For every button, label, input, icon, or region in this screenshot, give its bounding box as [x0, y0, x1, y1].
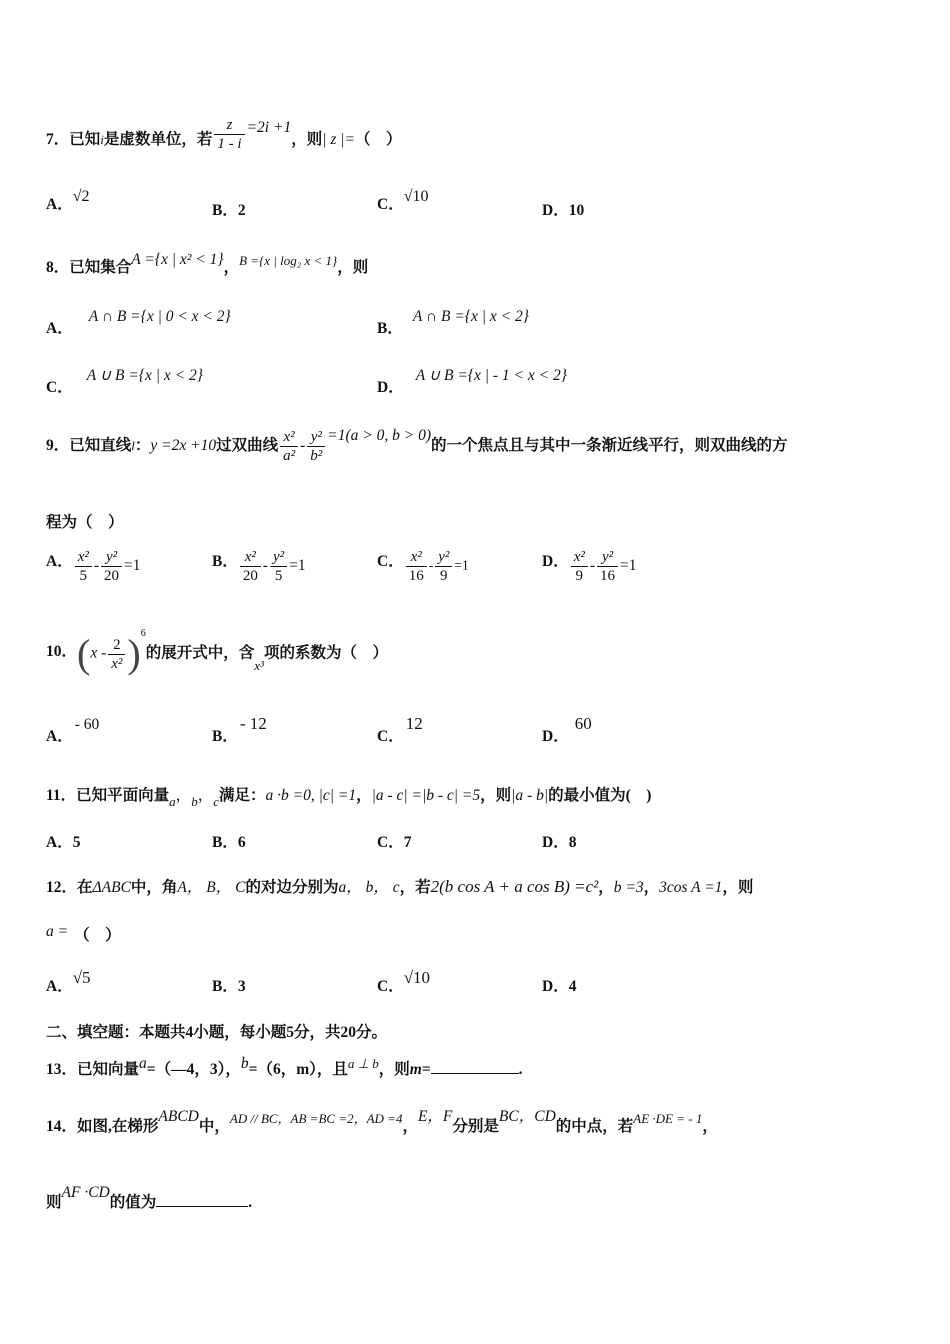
question-text: 中，角	[130, 879, 178, 896]
option-label: A．	[46, 196, 73, 213]
question-text: 的值为	[109, 1194, 157, 1211]
option-c	[377, 712, 423, 745]
question-text: =（6，m），且	[248, 1061, 348, 1078]
fraction	[307, 428, 325, 465]
math-expr: =1	[620, 557, 637, 575]
question-text: 满足：	[218, 787, 266, 804]
question-text: 项的系数为（ ）	[263, 644, 388, 662]
question-number: 14．	[46, 1118, 78, 1135]
vector-a: a	[139, 1055, 147, 1072]
fraction	[75, 548, 92, 585]
option-value: 8	[568, 834, 577, 851]
option-label: C．	[377, 728, 404, 745]
option-value: 6	[237, 834, 246, 851]
option-d: D． $\frac{\text{x²}}{9}$ - $\frac{\text{y²}}{16}$ =1	[542, 549, 637, 584]
math-expr: =1	[289, 557, 306, 575]
option-b	[212, 830, 246, 852]
question-text: 过双曲线	[216, 437, 279, 455]
fraction	[280, 428, 298, 465]
set-b: B ={x | log₂ x < 1}	[239, 253, 338, 268]
fraction-denominator: 16	[408, 568, 424, 584]
question-text: ，若	[399, 879, 431, 896]
option-label: B．	[212, 978, 238, 995]
option-value: 4	[568, 978, 577, 995]
option-label: D．	[542, 553, 569, 571]
fraction-denominator: 20	[242, 568, 258, 584]
option-label: A．	[46, 978, 73, 995]
option-value: A ∩ B ={x | 0 < x < 2}	[88, 308, 231, 325]
option-label: D．	[542, 978, 569, 995]
option-c	[377, 966, 431, 995]
option-c	[377, 830, 411, 852]
option-b	[377, 304, 529, 337]
math-var: i	[100, 132, 104, 148]
option-value: √2	[72, 188, 90, 205]
question-12: 12．在ΔABC中，角A， B， C的对边分别为a， b， c，若2(b cos A + a cos B) =c²，b =3，3cos A =1，则	[46, 877, 754, 896]
question-text: 的对边分别为	[245, 879, 339, 896]
question-8	[46, 251, 910, 277]
option-label: C．	[377, 552, 404, 570]
option-a	[46, 188, 90, 214]
sides: a， b， c	[338, 879, 400, 896]
option-value: A ∪ B ={x | - 1 < x < 2}	[415, 367, 567, 384]
answer-paren: （ ）	[354, 131, 402, 149]
question-text: 程为（ ）	[46, 514, 124, 531]
fraction-numerator: z	[214, 116, 244, 135]
option-label: A．	[46, 728, 73, 745]
option-label: B．	[377, 320, 403, 337]
option-d	[542, 712, 592, 745]
question-text: 如图,在梯形	[77, 1118, 159, 1135]
fraction	[108, 636, 125, 673]
math-expr: b =3	[613, 879, 644, 896]
fraction-denominator: 16	[600, 568, 616, 584]
option-value: A ∪ B ={x | x < 2}	[86, 367, 203, 384]
option-label: D．	[542, 728, 569, 745]
question-text: 的中点，若	[555, 1118, 634, 1135]
vector-c: c	[213, 794, 219, 809]
option-value: A ∩ B ={x | x < 2}	[412, 308, 529, 325]
question-number: 11．	[46, 787, 77, 804]
fraction	[406, 548, 427, 585]
minus-sign: -	[300, 437, 306, 455]
option-a	[46, 830, 80, 852]
fraction-denominator: 9	[575, 568, 584, 584]
fraction-numerator: y²	[101, 548, 122, 567]
fraction	[597, 548, 618, 585]
question-text: 已知集合	[69, 259, 132, 276]
question-text: ，则	[722, 879, 754, 896]
option-label: D．	[377, 379, 404, 396]
question-12-cont	[46, 923, 910, 945]
option-label: B．	[212, 834, 238, 851]
question-text: 在	[77, 879, 93, 896]
fraction-numerator: x²	[571, 548, 588, 567]
fraction-numerator: 2	[108, 636, 125, 655]
fraction-denominator: 9	[440, 568, 448, 584]
question-text: 已知直线	[69, 437, 132, 455]
trapezoid: ABCD	[158, 1108, 199, 1125]
vector-b: b	[240, 1055, 249, 1072]
fraction-denominator: a²	[283, 448, 296, 464]
separator: ，	[702, 1118, 718, 1135]
fraction-numerator: x²	[406, 548, 427, 567]
math-expr: a ·b =0, |c| =1	[265, 787, 357, 804]
math-expr: | z |=	[322, 131, 355, 149]
option-value: 3	[237, 978, 246, 995]
math-expr: a =	[46, 923, 69, 940]
math-expr: a ⊥ b	[347, 1056, 379, 1071]
question-11: 11．已知平面向量$_a$，$_b$，$_c$满足：a ·b =0, |c| =1，|a - c| =|b - c| =5，则|a - b|的最小值为( )	[46, 787, 652, 809]
vector-b: b	[191, 794, 198, 809]
question-text: ，则	[480, 787, 512, 804]
math-expr: =2i +1	[246, 119, 292, 137]
option-label: C．	[377, 978, 404, 995]
fraction-denominator: 20	[104, 568, 120, 584]
fraction-denominator: x²	[111, 655, 123, 672]
math-expr: =1	[124, 557, 141, 575]
fraction-numerator: y²	[270, 548, 287, 567]
math-term: x³	[254, 657, 264, 673]
option-value: 5	[72, 834, 81, 851]
option-value: - 60	[74, 716, 100, 733]
question-text: 的一个焦点且与其中一条渐近线平行，则双曲线的方	[431, 437, 788, 455]
question-number: 7．	[46, 131, 70, 149]
option-d	[542, 974, 576, 996]
math-expr: m=	[409, 1061, 431, 1078]
math-expr: 3cos A =1	[659, 879, 723, 896]
question-text: 则	[46, 1194, 62, 1211]
question-text: 已知向量	[77, 1061, 140, 1078]
option-d	[542, 198, 584, 220]
option-label: C．	[377, 196, 404, 213]
option-label: B．	[212, 728, 238, 745]
separator: ，	[223, 259, 240, 276]
option-value: √10	[403, 968, 431, 987]
option-label: D．	[542, 834, 569, 851]
question-7	[46, 117, 910, 159]
points: E，F	[417, 1108, 453, 1125]
question-text: （ ）	[74, 927, 121, 944]
question-text: 的展开式中，含	[145, 644, 255, 662]
fraction-denominator: 5	[274, 568, 283, 584]
question-text: =（—4，3），	[146, 1061, 241, 1078]
option-label: B．	[212, 202, 238, 219]
option-a: A． $\frac{\text{x²}}{5}$ - $\frac{\text{y²}}{20}$ =1	[46, 549, 141, 584]
question-14	[46, 1108, 910, 1136]
option-value: 2	[237, 202, 246, 219]
math-expr: x -	[90, 644, 107, 662]
option-label: A．	[46, 320, 73, 337]
vector-a: a	[169, 794, 176, 809]
triangle: ΔABC	[92, 879, 131, 896]
fraction-numerator: x²	[75, 548, 92, 567]
exponent: 6	[140, 627, 146, 639]
question-number: 9．	[46, 437, 70, 455]
option-label: C．	[377, 834, 404, 851]
question-text: 的最小值为( )	[548, 787, 652, 804]
fraction-numerator: x²	[280, 428, 298, 447]
option-label: D．	[542, 202, 569, 219]
question-14-cont	[46, 1184, 910, 1212]
math-expr: AF ·CD	[61, 1184, 110, 1201]
option-b: B． $\frac{\text{x²}}{20}$ - $\frac{\text{y²}}{5}$ =1	[212, 549, 306, 584]
period: .	[248, 1194, 253, 1211]
question-text: ，则	[337, 259, 369, 276]
option-value: √10	[403, 188, 429, 205]
option-d	[377, 363, 567, 396]
math-expr: |a - b|	[511, 787, 549, 804]
fraction	[270, 548, 287, 585]
question-9	[46, 428, 910, 465]
fraction	[571, 548, 588, 585]
fraction-numerator: x²	[240, 548, 261, 567]
fraction-denominator: 1 - i	[217, 136, 242, 152]
math-expr: AE ·DE = - 1	[633, 1111, 703, 1126]
question-text: 已知	[69, 131, 101, 149]
fraction	[214, 116, 244, 153]
option-a	[46, 304, 231, 337]
option-c	[377, 188, 429, 214]
fraction-numerator: y²	[435, 548, 452, 567]
fraction-denominator: b²	[310, 448, 323, 464]
answer-blank[interactable]	[156, 1192, 248, 1207]
segments: BC，CD	[498, 1108, 556, 1125]
question-text: 分别是	[452, 1118, 499, 1135]
option-label: B．	[212, 553, 238, 571]
question-13	[46, 1057, 910, 1079]
question-text: ，则	[291, 131, 323, 149]
separator: ，	[402, 1118, 418, 1135]
question-10: 10．(x - $\frac{2}{\text{x²}}$ )$^6$的展开式中，含$_{x^3}$项的系数为（ ）	[46, 627, 388, 676]
option-value: 60	[574, 714, 592, 733]
math-expr: |a - c| =|b - c| =5	[371, 787, 481, 804]
math-expr: AD // BC，AB =BC =2，AD =4	[229, 1111, 403, 1126]
line-equation: y =2x +10	[150, 437, 217, 455]
angles: A， B， C	[177, 879, 246, 896]
fraction	[435, 548, 452, 585]
option-b	[212, 974, 246, 996]
option-a	[46, 712, 100, 745]
option-label: A．	[46, 553, 73, 571]
option-value: 12	[405, 714, 423, 733]
fraction	[101, 548, 122, 585]
question-number: 12．	[46, 879, 78, 896]
set-a: A ={x | x² < 1}	[131, 251, 224, 268]
math-expr: 2(b cos A + a cos B) =c²	[430, 877, 599, 896]
section-heading: 二、填空题：本题共4小题，每小题5分，共20分。	[46, 1024, 388, 1041]
question-9-cont	[46, 510, 910, 532]
question-number: 13．	[46, 1061, 78, 1078]
math-expr: =1(a > 0, b > 0)	[327, 427, 431, 445]
fraction-numerator: y²	[307, 428, 325, 447]
option-d	[542, 830, 576, 852]
option-c: C． $\frac{\text{x²}}{16}$ - $\frac{\text{y²}}{9}$ =1	[377, 549, 469, 584]
answer-blank[interactable]	[431, 1059, 519, 1074]
option-value: √5	[72, 968, 91, 987]
question-number: 8．	[46, 259, 70, 276]
fraction	[240, 548, 261, 585]
option-label: C．	[46, 379, 73, 396]
separator: ：	[134, 437, 151, 455]
option-b	[212, 198, 246, 220]
option-c	[46, 363, 203, 396]
option-value: 7	[403, 834, 412, 851]
question-text: 已知平面向量	[76, 787, 170, 804]
option-b	[212, 712, 267, 745]
option-label: A．	[46, 834, 73, 851]
option-value: - 12	[239, 714, 267, 733]
fraction-denominator: 5	[79, 568, 88, 584]
option-a	[46, 966, 91, 995]
question-text: 中，	[198, 1118, 230, 1135]
question-text: ，则	[378, 1061, 410, 1078]
question-text: 是虚数单位，若	[103, 131, 213, 149]
fraction-numerator: y²	[597, 548, 618, 567]
period: .	[518, 1061, 523, 1078]
math-expr: =1	[454, 557, 469, 573]
option-value: 10	[568, 202, 585, 219]
math-var: l	[131, 438, 135, 454]
question-number: 10．	[46, 642, 78, 660]
